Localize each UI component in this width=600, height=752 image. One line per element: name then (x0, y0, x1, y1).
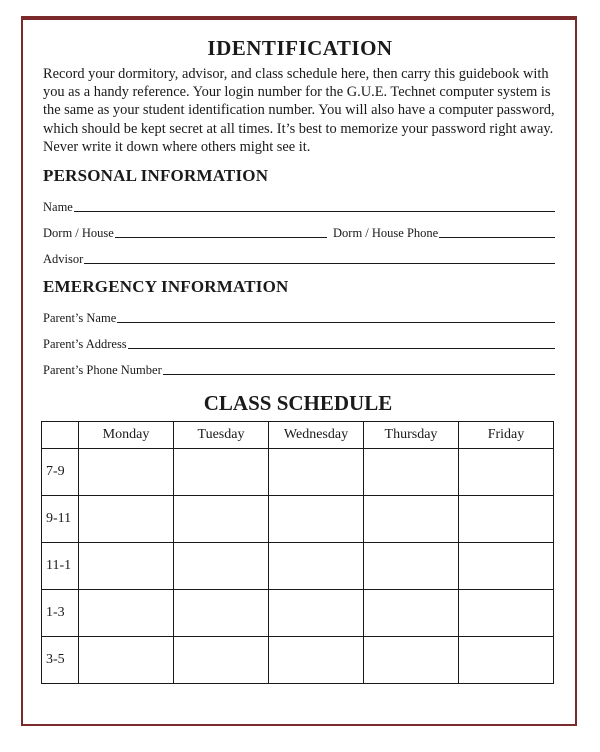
schedule-row (42, 637, 554, 684)
advisor-field[interactable] (43, 250, 555, 266)
schedule-cell[interactable] (459, 590, 554, 637)
schedule-cell[interactable] (79, 637, 174, 684)
advisor-line[interactable] (84, 263, 555, 264)
day-header-wednesday: Wednesday (269, 422, 364, 449)
schedule-cell[interactable] (459, 637, 554, 684)
parents-address-field[interactable] (43, 335, 555, 351)
page-title: IDENTIFICATION (207, 36, 393, 60)
schedule-cell[interactable] (459, 496, 554, 543)
schedule-cell[interactable] (459, 449, 554, 496)
schedule-cell[interactable] (174, 590, 269, 637)
schedule-cell[interactable] (364, 590, 459, 637)
schedule-cell[interactable] (364, 496, 459, 543)
schedule-cell[interactable] (364, 637, 459, 684)
schedule-cell[interactable] (79, 543, 174, 590)
parents-address-line[interactable] (128, 348, 555, 349)
schedule-cell[interactable] (269, 590, 364, 637)
schedule-cell[interactable] (459, 543, 554, 590)
intro-paragraph: Record your dormitory, advisor, and class schedule here, then carry this guidebook with you as a handy reference. Your login number for the G.U.E. Technet computer system is the same as your student identification number. You will also have a computer password, which should be kept secret at all times. It’s best to memorize your password right away. Never write it down where others might see it. (43, 66, 555, 155)
schedule-cell[interactable] (269, 449, 364, 496)
time-slot-label: 9-11 (42, 496, 79, 543)
parents-phone-field[interactable] (43, 361, 555, 377)
parents-name-field[interactable] (43, 309, 555, 325)
name-line[interactable] (74, 211, 555, 212)
emergency-information-heading: EMERGENCY INFORMATION (43, 277, 289, 296)
parents-name-line[interactable] (117, 322, 555, 323)
schedule-cell[interactable] (79, 590, 174, 637)
parents-phone-line[interactable] (163, 374, 555, 375)
parents-phone-label: Parent’s Phone Number (43, 363, 162, 377)
schedule-row (42, 496, 554, 543)
personal-information-heading: PERSONAL INFORMATION (43, 166, 269, 185)
parents-address-label: Parent’s Address (43, 337, 127, 351)
dorm-house-line[interactable] (115, 237, 327, 238)
time-slot-label: 1-3 (42, 590, 79, 637)
dorm-house-label: Dorm / House (43, 226, 114, 240)
day-header-tuesday: Tuesday (174, 422, 269, 449)
schedule-row (42, 543, 554, 590)
schedule-header-row (42, 422, 554, 449)
advisor-label: Advisor (43, 252, 84, 266)
class-schedule-table (41, 421, 554, 684)
dorm-house-phone-label: Dorm / House Phone (333, 226, 439, 240)
dorm-house-field[interactable] (43, 224, 327, 240)
day-header-friday: Friday (459, 422, 554, 449)
schedule-cell[interactable] (269, 543, 364, 590)
parents-name-label: Parent’s Name (43, 311, 117, 325)
schedule-cell[interactable] (174, 496, 269, 543)
schedule-cell[interactable] (174, 543, 269, 590)
time-slot-label: 11-1 (42, 543, 79, 590)
schedule-cell[interactable] (269, 637, 364, 684)
schedule-cell[interactable] (174, 449, 269, 496)
dorm-house-phone-line[interactable] (439, 237, 555, 238)
day-header-thursday: Thursday (364, 422, 459, 449)
schedule-corner-cell (42, 422, 79, 449)
schedule-cell[interactable] (174, 637, 269, 684)
schedule-cell[interactable] (79, 449, 174, 496)
schedule-cell[interactable] (364, 543, 459, 590)
name-label: Name (43, 200, 73, 214)
schedule-cell[interactable] (364, 449, 459, 496)
schedule-row (42, 590, 554, 637)
schedule-cell[interactable] (79, 496, 174, 543)
time-slot-label: 3-5 (42, 637, 79, 684)
schedule-row (42, 449, 554, 496)
time-slot-label: 7-9 (42, 449, 79, 496)
dorm-house-phone-field[interactable] (333, 224, 555, 240)
schedule-cell[interactable] (269, 496, 364, 543)
day-header-monday: Monday (79, 422, 174, 449)
class-schedule-title: CLASS SCHEDULE (203, 391, 393, 415)
name-field[interactable] (43, 198, 555, 214)
